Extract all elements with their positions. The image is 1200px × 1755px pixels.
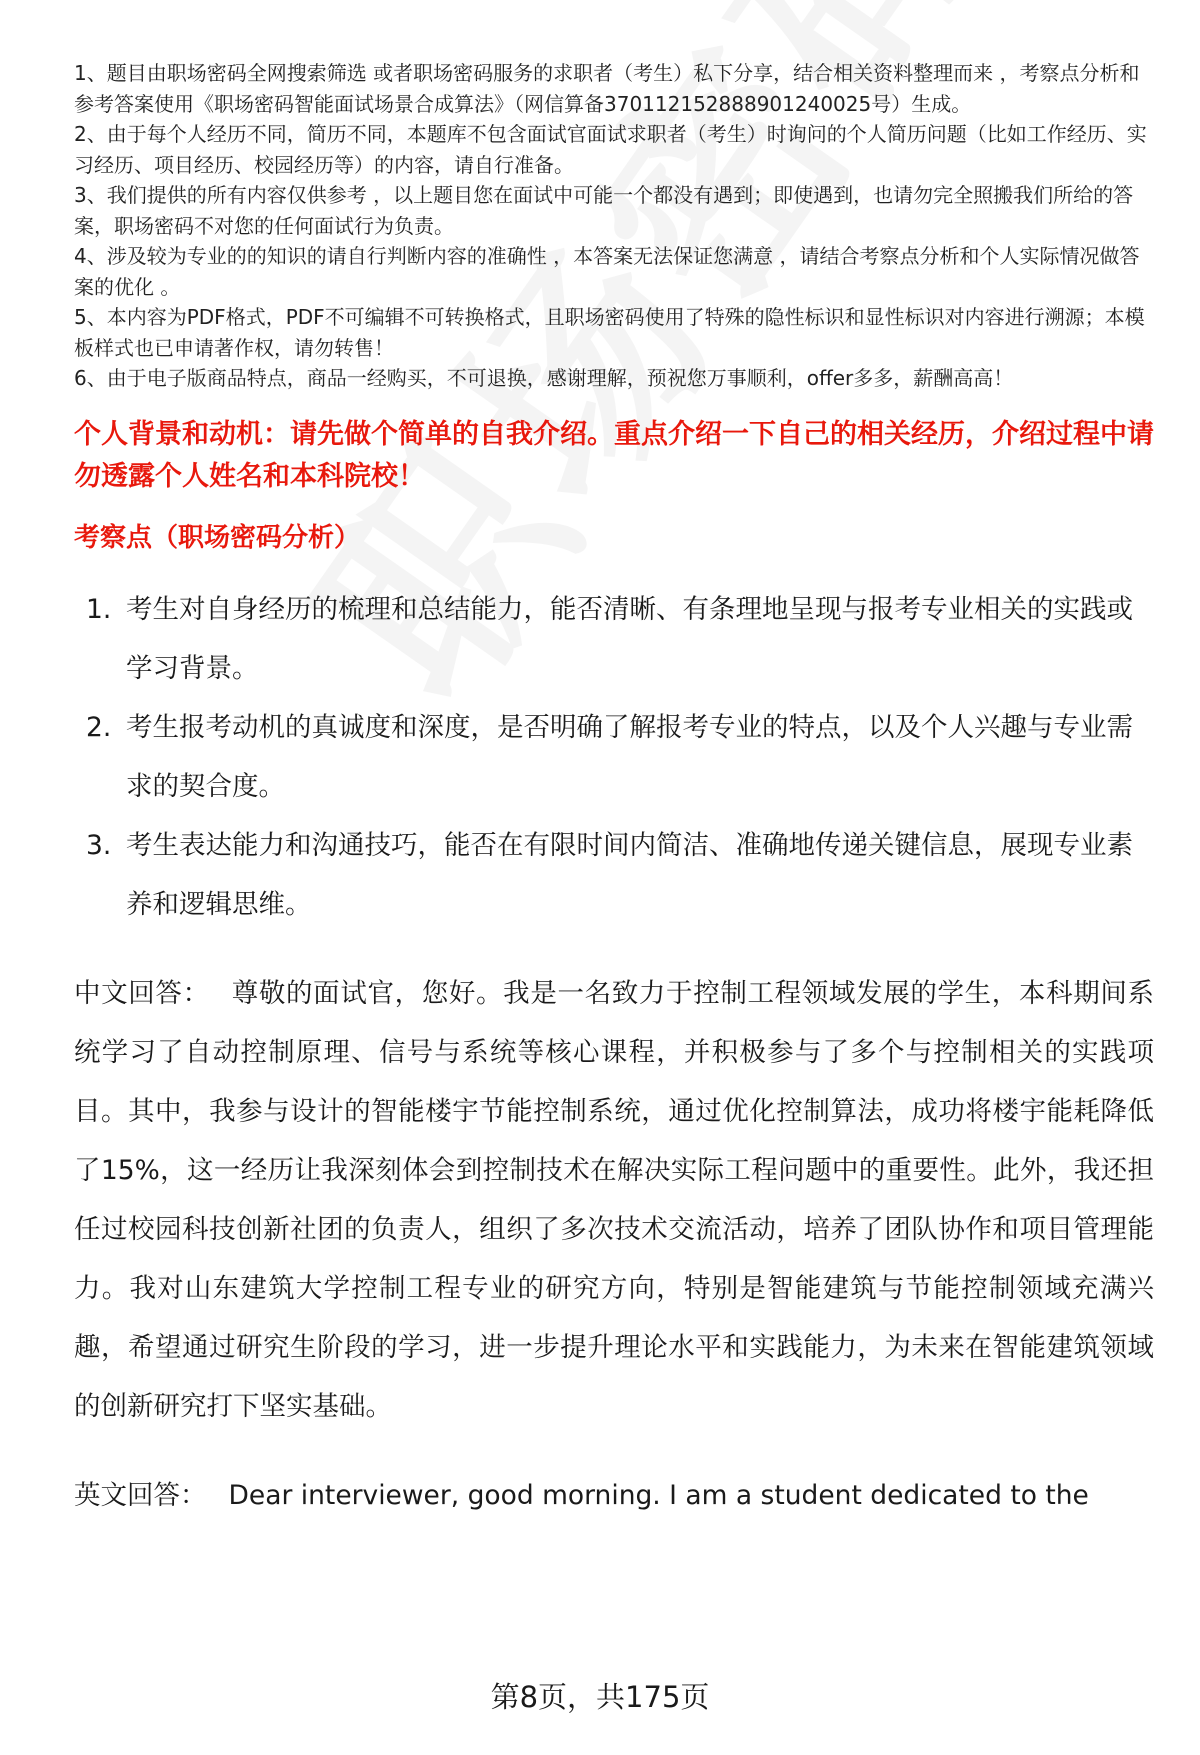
chinese-answer-text: 尊敬的面试官，您好。我是一名致力于控制工程领域发展的学生，本科期间系统学习了自动控制原理、信号与系统等核心课程，并积极参与了多个与控制相关的实践项目。其中，我参与设计的智能楼宇节能控制系统，通过优化控制算法，成功将楼宇能耗降低了15%，这一经历让我深刻体会到控制技术在解决实际工程问题中的重要性。此外，我还担任过校园科技创新社团的负责人，组织了多次技术交流活动，培养了团队协作和项目管理能力。我对山东建筑大学控制工程专业的研究方向，特别是智能建筑与节能控制领域充满兴趣，希望通过研究生阶段的学习，进一步提升理论水平和实践能力，为未来在智能建筑领域的创新研究打下坚实基础。 — [74, 977, 1155, 1422]
analysis-list — [74, 580, 1154, 934]
chinese-answer-label: 中文回答： — [74, 977, 210, 1009]
notice-item: 6、由于电子版商品特点，商品一经购买，不可退换，感谢理解，预祝您万事顺利，offer多多，薪酬高高！ — [74, 366, 1014, 390]
notice-list — [74, 58, 1154, 394]
notice-item: 3、我们提供的所有内容仅供参考 ，以上题目您在面试中可能一个都没有遇到；即使遇到，也请勿完全照搬我们所给的答案，职场密码不对您的任何面试行为负责。 — [74, 183, 1134, 238]
analysis-number: 1. — [86, 593, 112, 625]
notice-item: 2、由于每个人经历不同，简历不同，本题库不包含面试官面试求职者（考生）时询问的个人简历问题（比如工作经历、实习经历、项目经历、校园经历等）的内容，请自行准备。 — [74, 122, 1147, 177]
english-answer-text: Dear interviewer, good morning. I am a student dedicated to the — [228, 1479, 1089, 1511]
analysis-item — [74, 580, 1154, 698]
page-content — [74, 58, 1154, 1525]
analysis-heading: 考察点（职场密码分析） — [74, 522, 361, 553]
analysis-item — [74, 816, 1154, 934]
analysis-text: 考生对自身经历的梳理和总结能力，能否清晰、有条理地呈现与报考专业相关的实践或学习背景。 — [126, 593, 1133, 684]
analysis-number: 3. — [86, 829, 112, 861]
question-heading: 个人背景和动机：请先做个简单的自我介绍。重点介绍一下自己的相关经历，介绍过程中请勿透露个人姓名和本科院校！ — [74, 418, 1154, 492]
english-answer-label: 英文回答： — [74, 1479, 207, 1511]
page-number: 第8页，共175页 — [490, 1680, 710, 1714]
analysis-text: 考生报考动机的真诚度和深度，是否明确了解报考专业的特点，以及个人兴趣与专业需求的契合度。 — [126, 711, 1133, 802]
chinese-answer — [74, 964, 1154, 1436]
analysis-number: 2. — [86, 711, 112, 743]
analysis-item — [74, 698, 1154, 816]
english-answer — [74, 1466, 1154, 1525]
notice-item: 4、涉及较为专业的的知识的请自行判断内容的准确性 ，本答案无法保证您满意 ，请结合考察点分析和个人实际情况做答案的优化 。 — [74, 244, 1140, 299]
analysis-text: 考生表达能力和沟通技巧，能否在有限时间内简洁、准确地传递关键信息，展现专业素养和逻辑思维。 — [126, 829, 1133, 920]
notice-item: 1、题目由职场密码全网搜索筛选 或者职场密码服务的求职者（考生）私下分享，结合相关资料整理而来 ，考察点分析和参考答案使用《职场密码智能面试场景合成算法》（网信算备370112152888901240025号）生成。 — [74, 61, 1140, 116]
notice-item: 5、本内容为PDF格式，PDF不可编辑不可转换格式，且职场密码使用了特殊的隐性标识和显性标识对内容进行溯源；本模板样式也已申请著作权，请勿转售！ — [74, 305, 1145, 360]
